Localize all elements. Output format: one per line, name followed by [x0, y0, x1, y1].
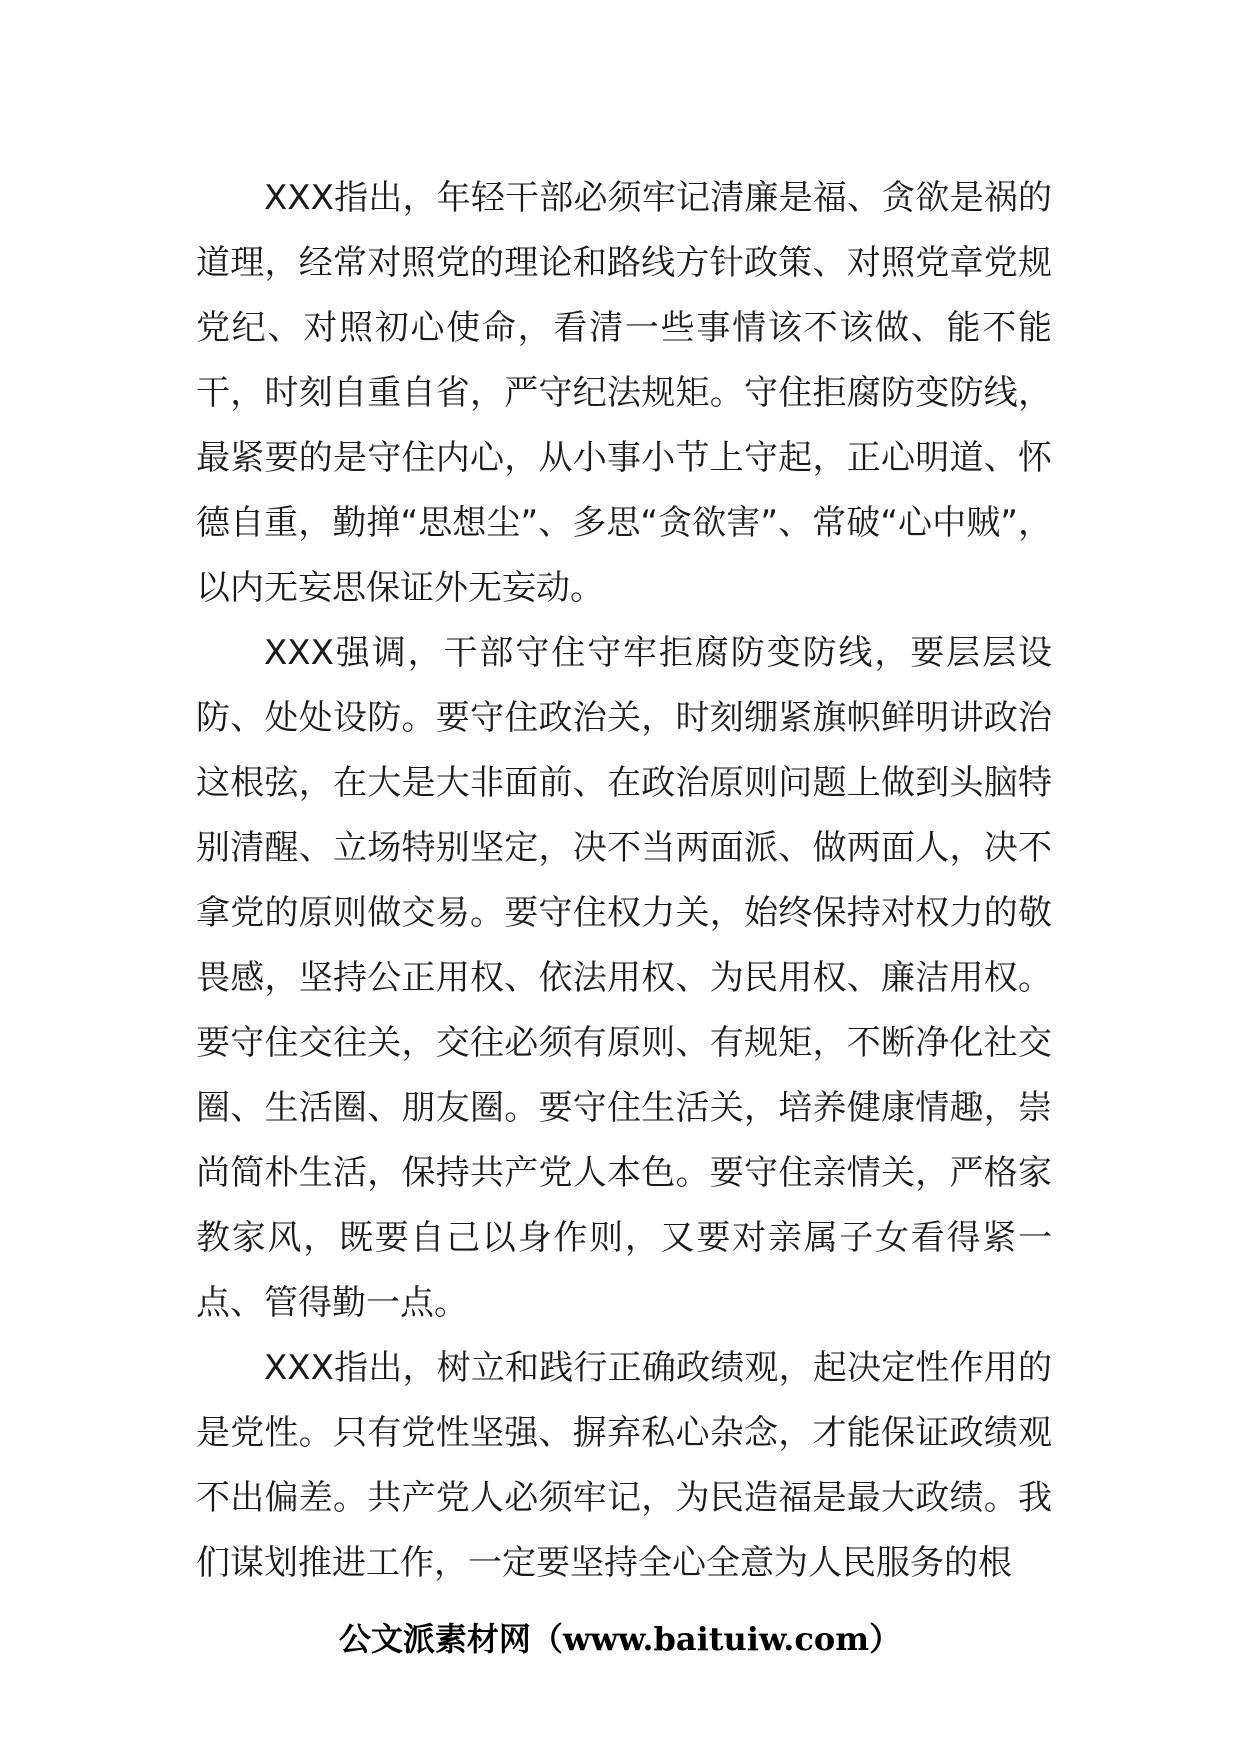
paragraph-3: XXX指出，树立和践行正确政绩观，起决定性作用的是党性。只有党性坚强、摒弃私心杂念，才能保证政绩观不出偏差。共产党人必须牢记，为民造福是最大政绩。我们谋划推进工作，一定要坚持全心全意为人民服务的根 — [196, 1348, 1052, 1583]
paragraph-2: XXX强调，干部守住守牢拒腐防变防线，要层层设防、处处设防。要守住政治关，时刻绷紧旗帜鲜明讲政治这根弦，在大是大非面前、在政治原则问题上做到头脑特别清醒、立场特别坚定，决不当两面派、做两面人，决不拿党的原则做交易。要守住权力关，始终保持对权力的敬畏感，坚持公正用权、依法用权、为民用权、廉洁用权。要守住交往关，交往必须有原则、有规矩，不断净化社交圈、生活圈、朋友圈。要守住生活关，培养健康情趣，崇尚简朴生活，保持共产党人本色。要守住亲情关，严格家教家风，既要自己以身作则，又要对亲属子女看得紧一点、管得勤一点。 — [196, 633, 1052, 1323]
paragraph-1: XXX指出，年轻干部必须牢记清廉是福、贪欲是祸的道理，经常对照党的理论和路线方针政策、对照党章党规党纪、对照初心使命，看清一些事情该不该做、能不能干，时刻自重自省，严守纪法规矩。守住拒腐防变防线，最紧要的是守住内心，从小事小节上守起，正心明道、怀德自重，勤掸“思想尘”、多思“贪欲害”、常破“心中贼”，以内无妄思保证外无妄动。 — [196, 178, 1052, 608]
footer-watermark: 公文派素材网（www.baituiw.com） — [338, 1620, 902, 1658]
document-body — [196, 166, 1052, 1596]
